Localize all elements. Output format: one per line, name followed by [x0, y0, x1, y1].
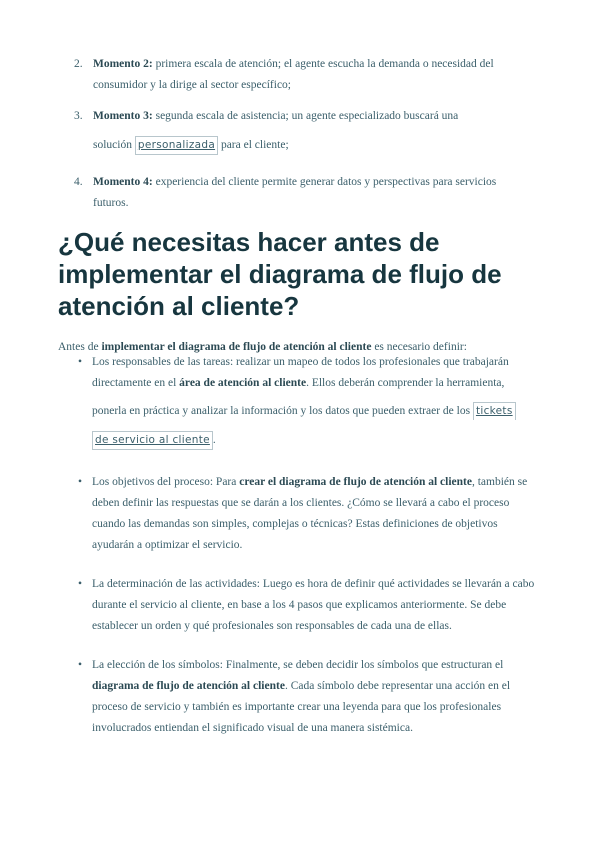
bullet-bold: diagrama de flujo de atención al cliente	[92, 680, 285, 692]
list-item-body-3: para el cliente;	[218, 139, 289, 151]
bullet-pre: Los objetivos del proceso: Para	[92, 476, 240, 488]
list-number: 3.	[74, 110, 83, 122]
list-number: 2.	[74, 58, 83, 70]
bullet-line-pre: ponerla en práctica y analizar la información y los datos que pueden extraer de los	[92, 405, 473, 417]
intro-post: es necesario definir:	[371, 341, 467, 353]
bullet-icon: •	[78, 659, 83, 671]
list-item-text	[93, 172, 533, 214]
list-item-title: Momento 3:	[93, 110, 153, 122]
bullet-post: . Cada símbolo debe representar una acción en el proceso de servicio y también es importante crear una leyenda para que los profesionales involucrados entiendan el significado visual de una manera sistémica.	[92, 680, 511, 734]
list-item-body-2: solución	[93, 139, 135, 151]
list-item-text	[93, 54, 533, 96]
bullet-pre: La elección de los símbolos: Finalmente, se deben decidir los símbolos que estructuran el	[92, 659, 504, 671]
bullet-line-post: . Ellos deberán comprender la herramienta,	[306, 377, 505, 389]
servicio-cliente-link[interactable]: de servicio al cliente	[92, 431, 213, 450]
bullet-text	[92, 472, 538, 556]
bullet-line-post: .	[212, 434, 216, 446]
list-item-title: Momento 2:	[93, 58, 153, 70]
bullet-bold: crear el diagrama de flujo de atención al cliente	[239, 476, 472, 488]
bullet-line-bold: área de atención al cliente	[179, 377, 307, 389]
intro-bold: implementar el diagrama de flujo de atención al cliente	[101, 341, 372, 353]
list-item-title: Momento 4:	[93, 176, 153, 188]
bullet-icon: •	[78, 578, 83, 590]
bullet-icon: •	[78, 476, 83, 488]
bullet-post: , también se deben definir las respuestas que se darán a los clientes. ¿Cómo se llevará a cabo el proceso cuando las demandas son simples, complejas o técnicas? Estas definiciones de objetivos ayudarán a optimizar el servicio.	[92, 476, 528, 551]
bullet-text: La determinación de las actividades: Luego es hora de definir qué actividades se llevarán a cabo durante el servicio al cliente, en base a los 4 pasos que explicamos anteriormente. Se debe establecer un orden y qué profesionales son responsables de cada una de ellas.	[92, 578, 535, 632]
personalizada-link[interactable]: personalizada	[135, 136, 218, 155]
bullet-text	[92, 352, 538, 451]
bullet-icon: •	[78, 356, 83, 368]
list-item-text	[93, 106, 533, 156]
bullet-line: Los responsables de las tareas: realizar un mapeo de todos los profesionales que trabajarán	[92, 356, 509, 368]
section-heading: ¿Qué necesitas hacer antes de implementar el diagrama de flujo de atención al cliente?	[58, 227, 502, 321]
list-item-body: experiencia del cliente permite generar datos y perspectivas para servicios futuros.	[93, 176, 497, 209]
intro-pre: Antes de	[58, 341, 102, 353]
list-item-body: segunda escala de asistencia; un agente especializado buscará una	[152, 110, 459, 122]
list-item-body: primera escala de atención; el agente escucha la demanda o necesidad del consumidor y la dirige al sector específico;	[93, 58, 494, 91]
bullet-line-pre: directamente en el	[92, 377, 180, 389]
bullet-text	[92, 655, 538, 739]
tickets-link[interactable]: tickets	[473, 402, 516, 420]
list-number: 4.	[74, 176, 83, 188]
